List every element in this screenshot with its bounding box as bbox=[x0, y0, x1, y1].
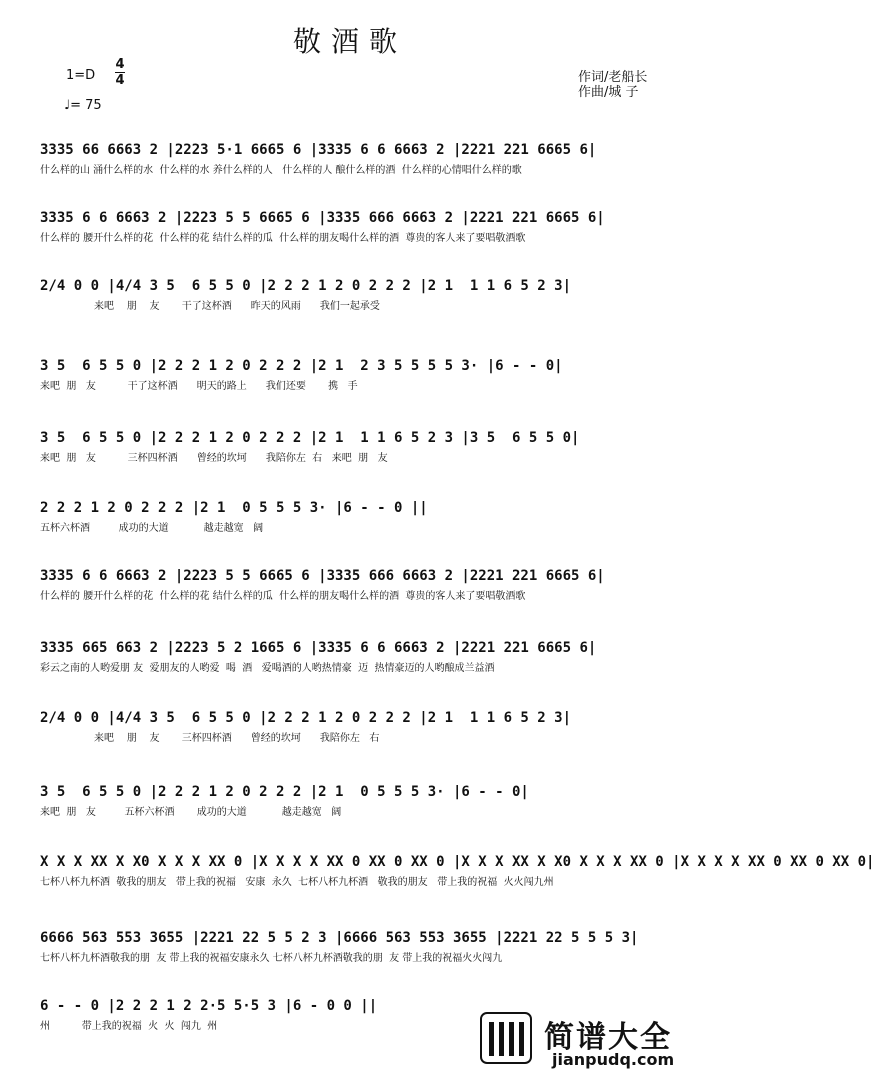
time-signature bbox=[114, 58, 126, 87]
watermark-brand: 简谱大全 bbox=[544, 1020, 672, 1055]
notation-line: 3335 6 6 6663 2 |2223 5 5 6665 6 |3335 666 6663 2 |2221 221 6665 6| bbox=[40, 210, 605, 226]
notation-line: 3 5 6 5 5 0 |2 2 2 1 2 0 2 2 2 |2 1 0 5 5 5 3· |6 - - 0| bbox=[40, 784, 529, 800]
lyrics-line: 来吧 朋 友 五杯六杯酒 成功的大道 越走越宽 阔 bbox=[40, 807, 342, 818]
notation-line: 6666 563 553 3655 |2221 22 5 5 2 3 |6666 563 553 3655 |2221 22 5 5 5 3| bbox=[40, 930, 639, 946]
page-title: 敬酒歌 bbox=[292, 25, 407, 58]
lyrics-line: 州 带上我的祝福 火 火 闯九 州 bbox=[40, 1021, 218, 1032]
notation-line: 3335 6 6 6663 2 |2223 5 5 6665 6 |3335 666 6663 2 |2221 221 6665 6| bbox=[40, 568, 605, 584]
notation-line: 3335 66 6663 2 |2223 5·1 6665 6 |3335 6 6 6663 2 |2221 221 6665 6| bbox=[40, 142, 597, 158]
time-signature-bottom: 4 bbox=[115, 73, 125, 88]
composer: 作曲/城 子 bbox=[578, 85, 639, 100]
lyrics-line: 五杯六杯酒 成功的大道 越走越宽 阔 bbox=[40, 523, 264, 534]
lyricist: 作词/老船长 bbox=[578, 70, 648, 85]
notation-line: 2 2 2 1 2 0 2 2 2 |2 1 0 5 5 5 3· |6 - - 0 || bbox=[40, 500, 428, 516]
lyrics-line: 来吧 朋 友 干了这杯酒 昨天的风雨 我们一起承受 bbox=[40, 301, 380, 312]
tempo-marking: ♩= 75 bbox=[64, 98, 102, 113]
lyrics-line: 什么样的山 涌什么样的水 什么样的水 养什么样的人 什么样的人 酿什么样的酒 什么样的心情唱什么样的歌 bbox=[40, 165, 522, 176]
notation-line: 2/4 0 0 |4/4 3 5 6 5 5 0 |2 2 2 1 2 0 2 2 2 |2 1 1 1 6 5 2 3| bbox=[40, 710, 572, 726]
lyrics-line: 来吧 朋 友 三杯四杯酒 曾经的坎坷 我陪你左 右 来吧 朋 友 bbox=[40, 453, 388, 464]
lyrics-line: 来吧 朋 友 干了这杯酒 明天的路上 我们还要 携 手 bbox=[40, 381, 358, 392]
notation-line: X X X XX X X0 X X X XX 0 |X X X X XX 0 XX 0 XX 0 |X X X XX X X0 X X X XX 0 |X X X X XX 0 XX 0 XX 0| bbox=[40, 854, 874, 870]
key-signature: 1=D bbox=[66, 68, 96, 83]
watermark-url: jianpudq.com bbox=[552, 1050, 675, 1069]
lyrics-line: 什么样的 腰开什么样的花 什么样的花 结什么样的瓜 什么样的朋友喝什么样的酒 尊贵的客人来了要唱敬酒歌 bbox=[40, 233, 526, 244]
notation-line: 2/4 0 0 |4/4 3 5 6 5 5 0 |2 2 2 1 2 0 2 2 2 |2 1 1 1 6 5 2 3| bbox=[40, 278, 572, 294]
notation-line: 3 5 6 5 5 0 |2 2 2 1 2 0 2 2 2 |2 1 2 3 5 5 5 5 3· |6 - - 0| bbox=[40, 358, 563, 374]
time-signature-top: 4 bbox=[115, 57, 125, 72]
notation-line: 6 - - 0 |2 2 2 1 2 2·5 5·5 3 |6 - 0 0 || bbox=[40, 998, 378, 1014]
lyrics-line: 来吧 朋 友 三杯四杯酒 曾经的坎坷 我陪你左 右 bbox=[40, 733, 380, 744]
notation-line: 3 5 6 5 5 0 |2 2 2 1 2 0 2 2 2 |2 1 1 1 6 5 2 3 |3 5 6 5 5 0| bbox=[40, 430, 580, 446]
lyrics-line: 七杯八杯九杯酒 敬我的朋友 带上我的祝福 安康 永久 七杯八杯九杯酒 敬我的朋友 带上我的祝福 火火闯九州 bbox=[40, 877, 554, 888]
lyrics-line: 七杯八杯九杯酒敬我的朋 友 带上我的祝福安康永久 七杯八杯九杯酒敬我的朋 友 带上我的祝福火火闯九 bbox=[40, 953, 503, 964]
credits bbox=[578, 70, 647, 100]
piano-keys-icon bbox=[480, 1012, 532, 1064]
lyrics-line: 什么样的 腰开什么样的花 什么样的花 结什么样的瓜 什么样的朋友喝什么样的酒 尊贵的客人来了要唱敬酒歌 bbox=[40, 591, 526, 602]
notation-line: 3335 665 663 2 |2223 5 2 1665 6 |3335 6 6 6663 2 |2221 221 6665 6| bbox=[40, 640, 597, 656]
lyrics-line: 彩云之南的人哟爱朋 友 爱朋友的人哟爱 喝 酒 爱喝酒的人哟热情豪 迈 热情豪迈的人哟酿成兰益酒 bbox=[40, 663, 495, 674]
